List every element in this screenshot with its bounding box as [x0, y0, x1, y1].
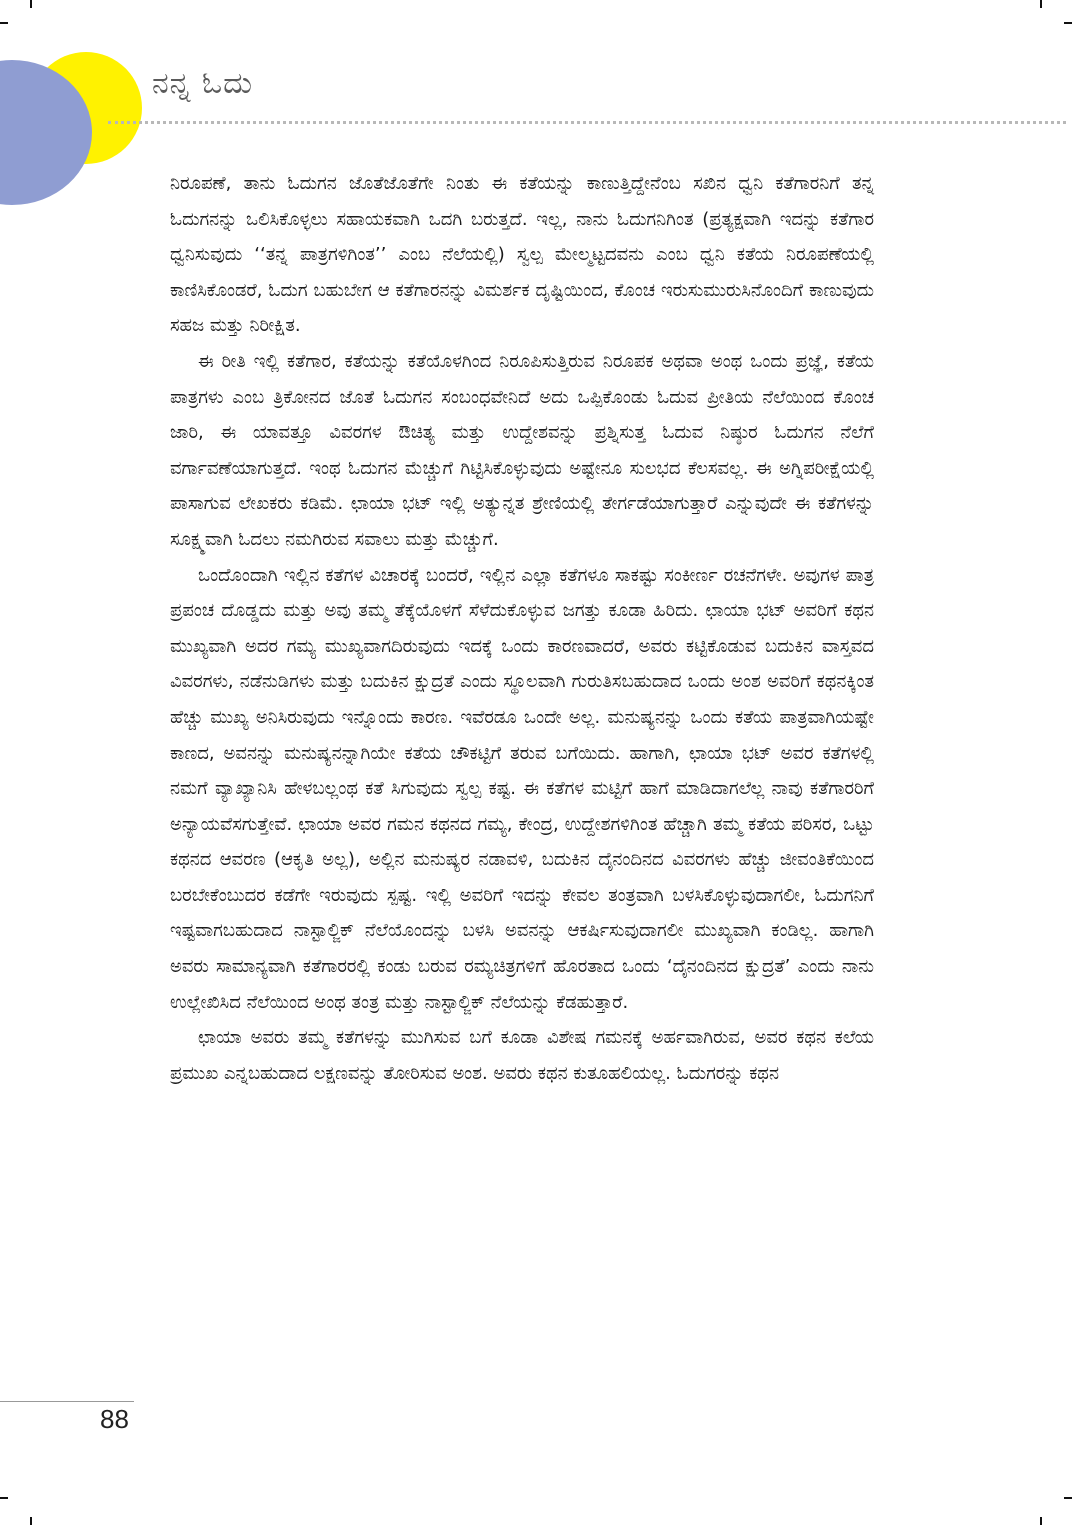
running-header-title: ನನ್ನ ಓದು	[152, 66, 254, 101]
crop-mark-top-left-side	[0, 22, 8, 24]
crop-mark-bottom-right	[1040, 1517, 1042, 1525]
paragraph-1: ನಿರೂಪಣೆ, ತಾನು ಓದುಗನ ಜೊತೆಜೊತೆಗೇ ನಿಂತು ಈ ಕತೆಯನ್ನು ಕಾಣುತ್ತಿದ್ದೇನೆಂಬ ಸಖಿನ ಧ್ವನಿ ಕತೆಗಾರನಿಗೆ ತನ್ನ ಓದುಗನನ್ನು ಒಲಿಸಿಕೊಳ್ಳಲು ಸಹಾಯಕವಾಗಿ ಒದಗಿ ಬರುತ್ತದೆ. ಇಲ್ಲ, ನಾನು ಓದುಗನಿಗಿಂತ (ಪ್ರತ್ಯಕ್ಷವಾಗಿ ಇದನ್ನು ಕತೆಗಾರ ಧ್ವನಿಸುವುದು ‘‘ತನ್ನ ಪಾತ್ರಗಳಿಗಿಂತ’’ ಎಂಬ ನೆಲೆಯಲ್ಲಿ) ಸ್ವಲ್ಪ ಮೇಲ್ಮಟ್ಟದವನು ಎಂಬ ಧ್ವನಿ ಕತೆಯ ನಿರೂಪಣೆಯಲ್ಲಿ ಕಾಣಿಸಿಕೊಂಡರೆ, ಓದುಗ ಬಹುಬೇಗ ಆ ಕತೆಗಾರನನ್ನು ವಿಮರ್ಶಕ ದೃಷ್ಟಿಯಿಂದ, ಕೊಂಚ ಇರುಸುಮುರುಸಿನೊಂದಿಗೆ ಕಾಣುವುದು ಸಹಜ ಮತ್ತು ನಿರೀಕ್ಷಿತ.	[170, 173, 874, 337]
crop-mark-bottom-left-side	[0, 1497, 8, 1499]
footer-rule	[0, 1401, 134, 1402]
paragraph-3: ಒಂದೊಂದಾಗಿ ಇಲ್ಲಿನ ಕತೆಗಳ ವಿಚಾರಕ್ಕೆ ಬಂದರೆ, ಇಲ್ಲಿನ ಎಲ್ಲಾ ಕತೆಗಳೂ ಸಾಕಷ್ಟು ಸಂಕೀರ್ಣ ರಚನೆಗಳೇ. ಅವುಗಳ ಪಾತ್ರ ಪ್ರಪಂಚ ದೊಡ್ಡದು ಮತ್ತು ಅವು ತಮ್ಮ ತೆಕ್ಕೆಯೊಳಗೆ ಸೆಳೆದುಕೊಳ್ಳುವ ಜಗತ್ತು ಕೂಡಾ ಹಿರಿದು. ಛಾಯಾ ಭಟ್ ಅವರಿಗೆ ಕಥನ ಮುಖ್ಯವಾಗಿ ಅದರ ಗಮ್ಯ ಮುಖ್ಯವಾಗದಿರುವುದು ಇದಕ್ಕೆ ಒಂದು ಕಾರಣವಾದರೆ, ಅವರು ಕಟ್ಟಿಕೊಡುವ ಬದುಕಿನ ವಾಸ್ತವದ ವಿವರಗಳು, ನಡೆನುಡಿಗಳು ಮತ್ತು ಬದುಕಿನ ಕ್ಷುದ್ರತೆ ಎಂದು ಸ್ಥೂಲವಾಗಿ ಗುರುತಿಸಬಹುದಾದ ಒಂದು ಅಂಶ ಅವರಿಗೆ ಕಥನಕ್ಕಿಂತ ಹೆಚ್ಚು ಮುಖ್ಯ ಅನಿಸಿರುವುದು ಇನ್ನೊಂದು ಕಾರಣ. ಇವೆರಡೂ ಒಂದೇ ಅಲ್ಲ. ಮನುಷ್ಯನನ್ನು ಒಂದು ಕತೆಯ ಪಾತ್ರವಾಗಿಯಷ್ಟೇ ಕಾಣದ, ಅವನನ್ನು ಮನುಷ್ಯನನ್ನಾಗಿಯೇ ಕತೆಯ ಚೌಕಟ್ಟಿಗೆ ತರುವ ಬಗೆಯಿದು. ಹಾಗಾಗಿ, ಛಾಯಾ ಭಟ್ ಅವರ ಕತೆಗಳಲ್ಲಿ ನಮಗೆ ವ್ಯಾಖ್ಯಾನಿಸಿ ಹೇಳಬಲ್ಲಂಥ ಕತೆ ಸಿಗುವುದು ಸ್ವಲ್ಪ ಕಷ್ಟ. ಈ ಕತೆಗಳ ಮಟ್ಟಿಗೆ ಹಾಗೆ ಮಾಡಿದಾಗಲೆಲ್ಲ ನಾವು ಕತೆಗಾರರಿಗೆ ಅನ್ಯಾಯವೆಸಗುತ್ತೇವೆ. ಛಾಯಾ ಅವರ ಗಮನ ಕಥನದ ಗಮ್ಯ, ಕೇಂದ್ರ, ಉದ್ದೇಶಗಳಿಗಿಂತ ಹೆಚ್ಚಾಗಿ ತಮ್ಮ ಕತೆಯ ಪರಿಸರ, ಒಟ್ಟು ಕಥನದ ಆವರಣ (ಆಕೃತಿ ಅಲ್ಲ), ಅಲ್ಲಿನ ಮನುಷ್ಯರ ನಡಾವಳಿ, ಬದುಕಿನ ದೈನಂದಿನದ ವಿವರಗಳು ಹೆಚ್ಚು ಜೀವಂತಿಕೆಯಿಂದ ಬರಬೇಕೆಂಬುದರ ಕಡೆಗೇ ಇರುವುದು ಸ್ಪಷ್ಟ. ಇಲ್ಲಿ ಅವರಿಗೆ ಇದನ್ನು ಕೇವಲ ತಂತ್ರವಾಗಿ ಬಳಸಿಕೊಳ್ಳುವುದಾಗಲೀ, ಓದುಗನಿಗೆ ಇಷ್ಟವಾಗಬಹುದಾದ ನಾಸ್ಟಾಲ್ಜಿಕ್ ನೆಲೆಯೊಂದನ್ನು ಬಳಸಿ ಅವನನ್ನು ಆಕರ್ಷಿಸುವುದಾಗಲೀ ಮುಖ್ಯವಾಗಿ ಕಂಡಿಲ್ಲ. ಹಾಗಾಗಿ ಅವರು ಸಾಮಾನ್ಯವಾಗಿ ಕತೆಗಾರರಲ್ಲಿ ಕಂಡು ಬರುವ ರಮ್ಯಚಿತ್ರಗಳಿಗೆ ಹೊರತಾದ ಒಂದು ‘ದೈನಂದಿನದ ಕ್ಷುದ್ರತೆ’ ಎಂದು ನಾನು ಉಲ್ಲೇಖಿಸಿದ ನೆಲೆಯಿಂದ ಅಂಥ ತಂತ್ರ ಮತ್ತು ನಾಸ್ಟಾಲ್ಜಿಕ್ ನೆಲೆಯನ್ನು ಕೆಡಹುತ್ತಾರೆ.	[170, 564, 874, 1013]
page-number: 88	[100, 1404, 129, 1434]
paragraph-2: ಈ ರೀತಿ ಇಲ್ಲಿ ಕತೆಗಾರ, ಕತೆಯನ್ನು ಕತೆಯೊಳಗಿಂದ ನಿರೂಪಿಸುತ್ತಿರುವ ನಿರೂಪಕ ಅಥವಾ ಅಂಥ ಒಂದು ಪ್ರಜ್ಞೆ, ಕತೆಯ ಪಾತ್ರಗಳು ಎಂಬ ತ್ರಿಕೋನದ ಜೊತೆ ಓದುಗನ ಸಂಬಂಧವೇನಿದೆ ಅದು ಒಪ್ಪಿಕೊಂಡು ಓದುವ ಪ್ರೀತಿಯ ನೆಲೆಯಿಂದ ಕೊಂಚ ಜಾರಿ, ಈ ಯಾವತ್ತೂ ವಿವರಗಳ ಔಚಿತ್ಯ ಮತ್ತು ಉದ್ದೇಶವನ್ನು ಪ್ರಶ್ನಿಸುತ್ತ ಓದುವ ನಿಷ್ಠುರ ಓದುಗನ ನೆಲೆಗೆ ವರ್ಗಾವಣೆಯಾಗುತ್ತದೆ. ಇಂಥ ಓದುಗನ ಮೆಚ್ಚುಗೆ ಗಿಟ್ಟಿಸಿಕೊಳ್ಳುವುದು ಅಷ್ಟೇನೂ ಸುಲಭದ ಕೆಲಸವಲ್ಲ. ಈ ಅಗ್ನಿಪರೀಕ್ಷೆಯಲ್ಲಿ ಪಾಸಾಗುವ ಲೇಖಕರು ಕಡಿಮೆ. ಛಾಯಾ ಭಟ್ ಇಲ್ಲಿ ಅತ್ಯುನ್ನತ ಶ್ರೇಣಿಯಲ್ಲಿ ತೇರ್ಗಡೆಯಾಗುತ್ತಾರೆ ಎನ್ನುವುದೇ ಈ ಕತೆಗಳನ್ನು ಸೂಕ್ಷ್ಮವಾಗಿ ಓದಲು ನಮಗಿರುವ ಸವಾಲು ಮತ್ತು ಮೆಚ್ಚುಗೆ.	[170, 350, 874, 550]
crop-mark-bottom-left	[30, 1517, 32, 1525]
body-text	[170, 166, 874, 1091]
paragraph-4: ಛಾಯಾ ಅವರು ತಮ್ಮ ಕತೆಗಳನ್ನು ಮುಗಿಸುವ ಬಗೆ ಕೂಡಾ ವಿಶೇಷ ಗಮನಕ್ಕೆ ಅರ್ಹವಾಗಿರುವ, ಅವರ ಕಥನ ಕಲೆಯ ಪ್ರಮುಖ ಎನ್ನಬಹುದಾದ ಲಕ್ಷಣವನ್ನು ತೋರಿಸುವ ಅಂಶ. ಅವರು ಕಥನ ಕುತೂಹಲಿಯಲ್ಲ. ಓದುಗರನ್ನು ಕಥನ	[170, 1027, 874, 1084]
crop-mark-top-left	[30, 0, 32, 8]
header-dotted-rule	[108, 121, 1066, 124]
crop-mark-top-right	[1040, 0, 1042, 8]
crop-mark-bottom-right-side	[1064, 1497, 1072, 1499]
crop-mark-top-right-side	[1064, 22, 1072, 24]
